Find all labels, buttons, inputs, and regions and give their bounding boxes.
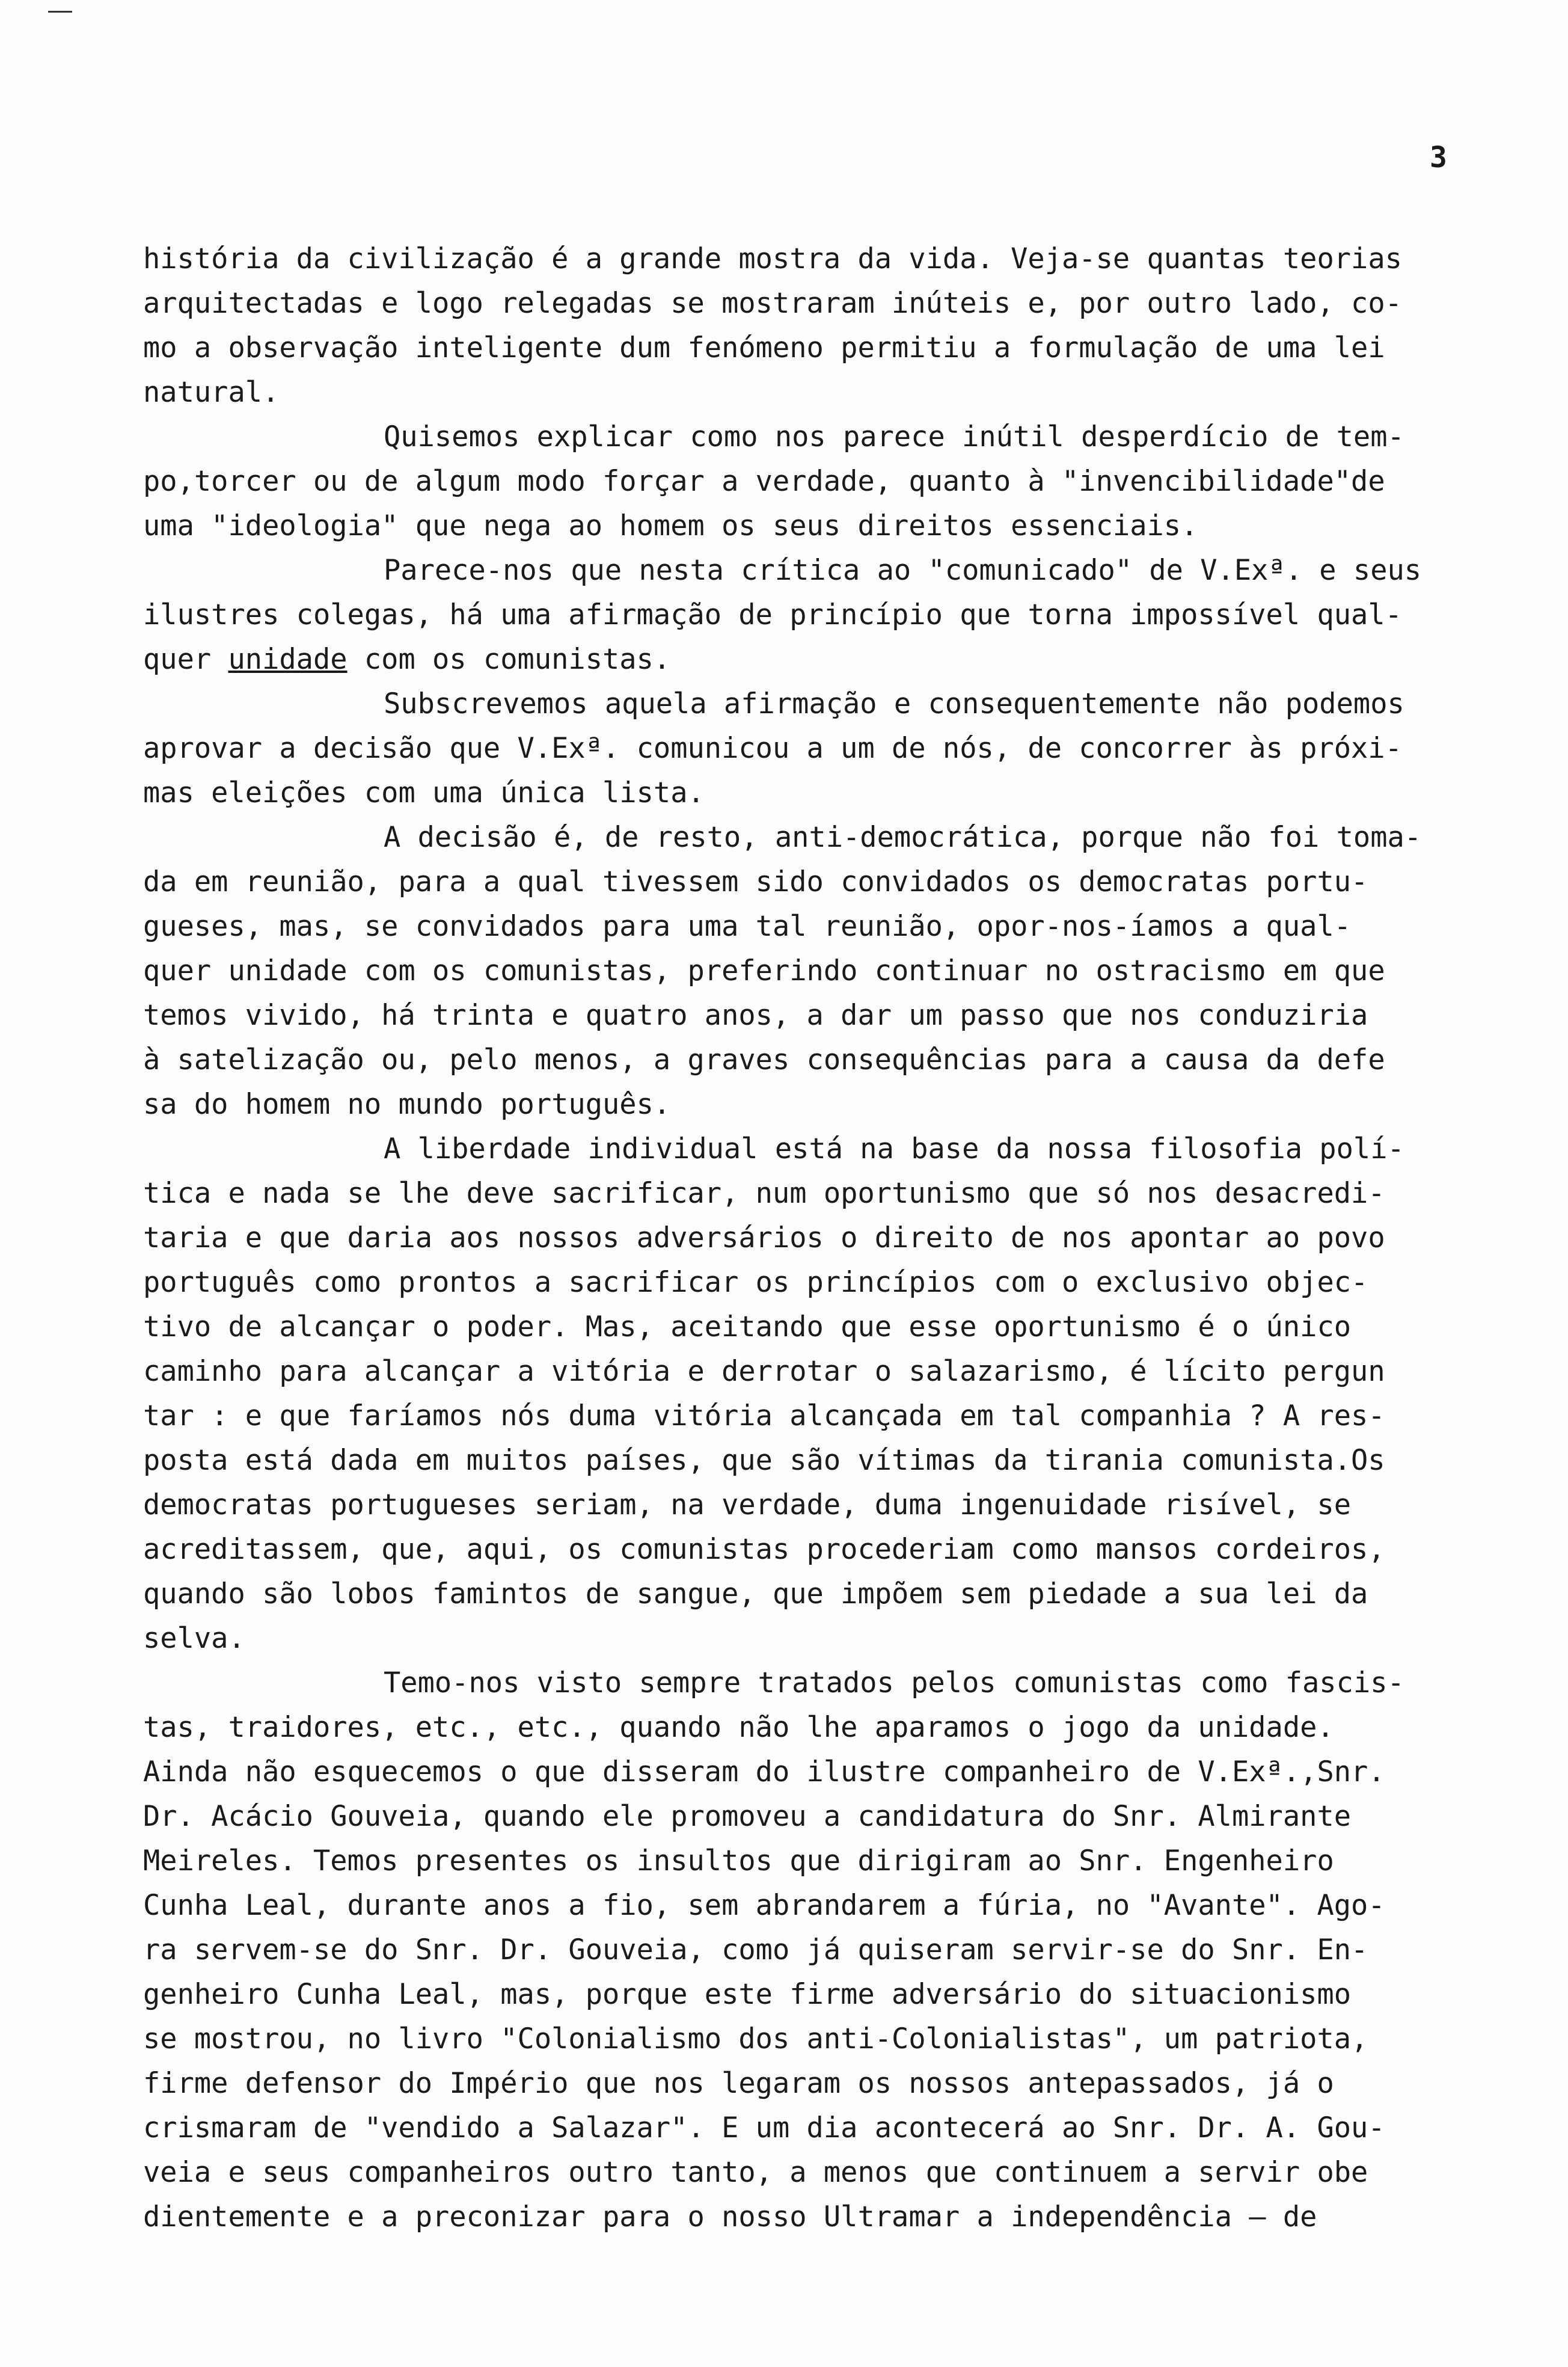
text-line: tivo de alcançar o poder. Mas, aceitando que esse oportunismo é o único — [143, 1310, 1352, 1343]
text-line: Cunha Leal, durante anos a fio, sem abrandarem a fúria, no "Avante". Ago- — [143, 1889, 1385, 1922]
text-line: história da civilização é a grande mostra da vida. Veja-se quantas teorias — [143, 242, 1402, 275]
text-line: veia e seus companheiros outro tanto, a menos que continuem a servir obe — [143, 2156, 1368, 2189]
text-line: Meireles. Temos presentes os insultos que dirigiram ao Snr. Engenheiro — [143, 1844, 1334, 1877]
text-line: aprovar a decisão que V.Exª. comunicou a um de nós, de concorrer às próxi- — [143, 732, 1402, 765]
text-line: Parece-nos que nesta crítica ao "comunicado" de V.Exª. e seus — [384, 554, 1422, 587]
text-line: democratas portugueses seriam, na verdade, duma ingenuidade risível, se — [143, 1488, 1352, 1521]
text-line — [143, 637, 1496, 682]
text-line: se mostrou, no livro "Colonialismo dos anti-Colonialistas", um patriota, — [143, 2022, 1368, 2055]
text-line: arquitectadas e logo relegadas se mostraram inúteis e, por outro lado, co- — [143, 287, 1402, 320]
text-segment: quer — [143, 643, 228, 676]
text-line: A decisão é, de resto, anti-democrática, porque não foi toma- — [384, 821, 1422, 854]
text-line: quando são lobos famintos de sangue, que impõem sem piedade a sua lei da — [143, 1577, 1368, 1610]
body-text — [143, 237, 1496, 2240]
text-line: caminho para alcançar a vitória e derrotar o salazarismo, é lícito pergun — [143, 1355, 1385, 1388]
text-line: mas eleições com uma única lista. — [143, 776, 705, 809]
text-line: dientemente e a preconizar para o nosso Ultramar a independência — de — [143, 2200, 1317, 2233]
text-line: ra servem-se do Snr. Dr. Gouveia, como já quiseram servir-se do Snr. En- — [143, 1933, 1368, 1966]
text-line: crismaram de "vendido a Salazar". E um dia acontecerá ao Snr. Dr. A. Gou- — [143, 2111, 1385, 2144]
text-line: tica e nada se lhe deve sacrificar, num oportunismo que só nos desacredi- — [143, 1177, 1385, 1210]
page-number: 3 — [1430, 141, 1447, 174]
text-line: natural. — [143, 376, 280, 409]
text-line: Temo-nos visto sempre tratados pelos comunistas como fascis- — [384, 1666, 1404, 1699]
text-line: posta está dada em muitos países, que são vítimas da tirania comunista.Os — [143, 1444, 1385, 1477]
text-line: Quisemos explicar como nos parece inútil desperdício de tem- — [384, 420, 1404, 453]
text-line: uma "ideologia" que nega ao homem os seus direitos essenciais. — [143, 509, 1198, 542]
text-line: genheiro Cunha Leal, mas, porque este firme adversário do situacionismo — [143, 1978, 1352, 2011]
text-line: ilustres colegas, há uma afirmação de princípio que torna impossível qual- — [143, 598, 1402, 631]
text-line: mo a observação inteligente dum fenómeno permitiu a formulação de uma lei — [143, 331, 1385, 364]
text-line: da em reunião, para a qual tivessem sido convidados os democratas portu- — [143, 865, 1368, 898]
text-segment: com os comunistas. — [347, 643, 671, 676]
text-line: Subscrevemos aquela afirmação e consequentemente não podemos — [384, 687, 1404, 720]
text-line: acreditassem, que, aqui, os comunistas procederiam como mansos cordeiros, — [143, 1533, 1385, 1566]
text-line: taria e que daria aos nossos adversários o direito de nos apontar ao povo — [143, 1221, 1385, 1254]
text-line: quer unidade com os comunistas, preferindo continuar no ostracismo em que — [143, 954, 1385, 987]
text-line: gueses, mas, se convidados para uma tal reunião, opor-nos-íamos a qual- — [143, 910, 1352, 943]
scan-mark — [48, 11, 72, 13]
text-line: firme defensor do Império que nos legaram os nossos antepassados, já o — [143, 2067, 1334, 2100]
text-line: selva. — [143, 1622, 245, 1655]
text-line: à satelização ou, pelo menos, a graves consequências para a causa da defe — [143, 1043, 1385, 1076]
text-line: temos vivido, há trinta e quatro anos, a dar um passo que nos conduziria — [143, 999, 1368, 1032]
underlined-word: unidade — [228, 643, 348, 676]
text-line: po,torcer ou de algum modo forçar a verdade, quanto à "invencibilidade"de — [143, 465, 1385, 498]
text-line: A liberdade individual está na base da nossa filosofia polí- — [384, 1132, 1404, 1165]
text-line: português como prontos a sacrificar os princípios com o exclusivo objec- — [143, 1266, 1368, 1299]
text-line: sa do homem no mundo português. — [143, 1088, 671, 1121]
text-line: Ainda não esquecemos o que disseram do ilustre companheiro de V.Exª.,Snr. — [143, 1755, 1385, 1788]
text-line: tas, traidores, etc., etc., quando não lhe aparamos o jogo da unidade. — [143, 1711, 1334, 1744]
text-line: Dr. Acácio Gouveia, quando ele promoveu a candidatura do Snr. Almirante — [143, 1800, 1352, 1833]
text-line: tar : e que faríamos nós duma vitória alcançada em tal companhia ? A res- — [143, 1399, 1385, 1432]
